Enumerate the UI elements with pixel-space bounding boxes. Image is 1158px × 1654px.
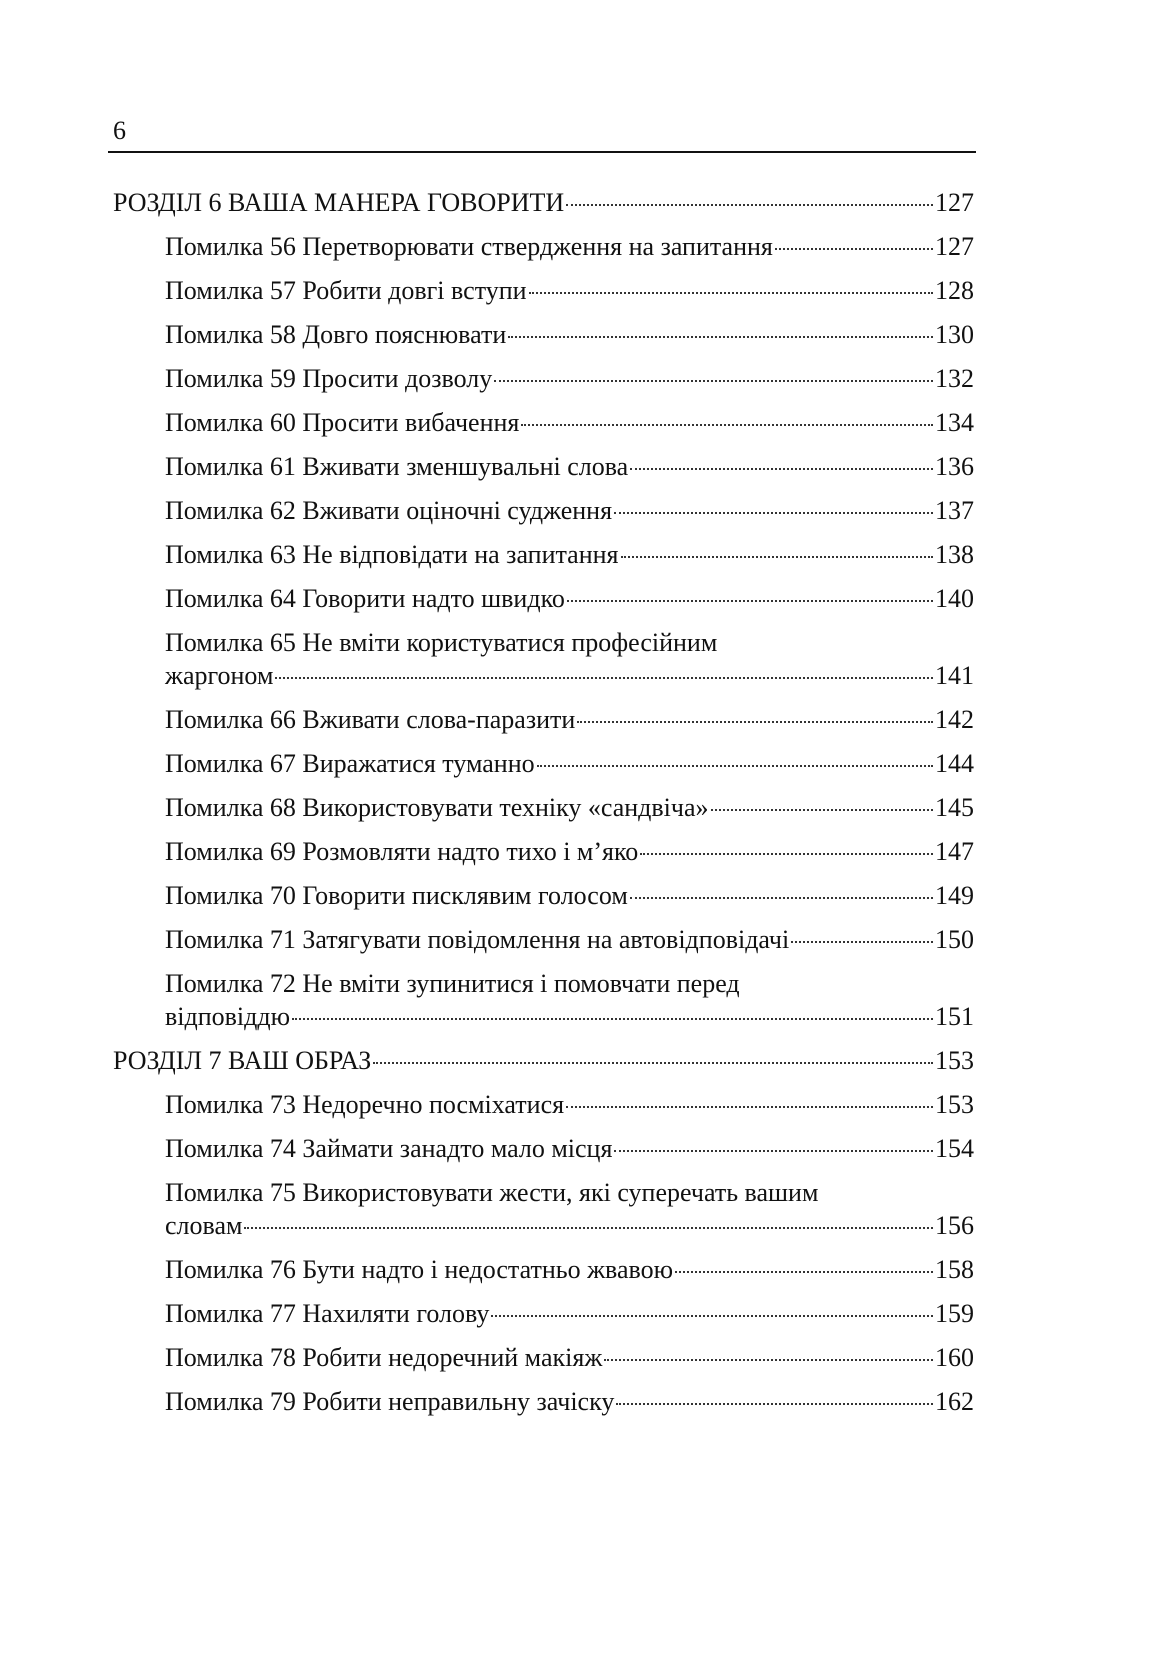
dot-leader <box>614 512 933 514</box>
entry-page: 159 <box>935 1299 974 1328</box>
entry-title: Помилка 67 Виражатися туманно <box>165 749 535 778</box>
dot-leader <box>616 1403 933 1405</box>
dot-leader <box>244 1227 933 1229</box>
entry-title: Помилка 74 Займати занадто мало місця <box>165 1134 613 1163</box>
entry-title-continued: словам <box>165 1211 243 1240</box>
dot-leader <box>604 1359 933 1361</box>
dot-leader <box>630 897 933 899</box>
entry-title: Помилка 58 Довго пояснювати <box>165 320 507 349</box>
entry-title: Помилка 64 Говорити надто швидко <box>165 584 565 613</box>
entry-title: РОЗДІЛ 6 ВАША МАНЕРА ГОВОРИТИ <box>113 188 565 217</box>
dot-leader <box>292 1018 933 1020</box>
toc-entry <box>113 1176 974 1242</box>
entry-title: Помилка 69 Розмовляти надто тихо і м’яко <box>165 837 639 866</box>
entry-page: 132 <box>935 364 974 393</box>
entry-page: 153 <box>935 1046 974 1075</box>
toc-entry <box>113 494 974 527</box>
entry-page: 145 <box>935 793 974 822</box>
entry-page: 127 <box>935 188 974 217</box>
dot-leader <box>494 380 933 382</box>
entry-title: Помилка 65 Не вміти користуватися професійним <box>165 628 718 657</box>
entry-page: 162 <box>935 1387 974 1416</box>
dot-leader <box>508 336 933 338</box>
entry-page: 134 <box>935 408 974 437</box>
entry-title: Помилка 60 Просити вибачення <box>165 408 520 437</box>
toc-entry <box>113 1253 974 1286</box>
entry-title: Помилка 75 Використовувати жести, які суперечать вашим <box>165 1178 819 1207</box>
entry-title: РОЗДІЛ 7 ВАШ ОБРАЗ <box>113 1046 372 1075</box>
entry-page: 160 <box>935 1343 974 1372</box>
dot-leader <box>630 468 933 470</box>
entry-page: 158 <box>935 1255 974 1284</box>
toc-entry <box>113 835 974 868</box>
entry-page: 151 <box>935 1002 974 1031</box>
table-of-contents <box>113 186 974 1429</box>
entry-page: 130 <box>935 320 974 349</box>
toc-entry <box>113 1088 974 1121</box>
dot-leader <box>373 1062 933 1064</box>
dot-leader <box>614 1150 933 1152</box>
entry-page: 127 <box>935 232 974 261</box>
entry-title: Помилка 77 Нахиляти голову <box>165 1299 490 1328</box>
toc-entry <box>113 230 974 263</box>
entry-title-continued: жаргоном <box>165 661 274 690</box>
entry-title-continued: відповіддю <box>165 1002 291 1031</box>
toc-entry <box>113 1297 974 1330</box>
entry-title: Помилка 79 Робити неправильну зачіску <box>165 1387 615 1416</box>
entry-title: Помилка 73 Недоречно посміхатися <box>165 1090 565 1119</box>
dot-leader <box>621 556 934 558</box>
toc-entry <box>113 626 974 692</box>
entry-page: 153 <box>935 1090 974 1119</box>
toc-entry <box>113 923 974 956</box>
dot-leader <box>537 765 933 767</box>
dot-leader <box>529 292 933 294</box>
header-rule <box>108 151 976 153</box>
toc-entry <box>113 1385 974 1418</box>
toc-entry <box>113 967 974 1033</box>
entry-page: 156 <box>935 1211 974 1240</box>
toc-chapter <box>113 186 974 219</box>
dot-leader <box>521 424 933 426</box>
toc-entry <box>113 703 974 736</box>
entry-page: 137 <box>935 496 974 525</box>
entry-title: Помилка 72 Не вміти зупинитися і помовчати перед <box>165 969 740 998</box>
entry-title: Помилка 63 Не відповідати на запитання <box>165 540 619 569</box>
entry-page: 141 <box>935 661 974 690</box>
toc-entry <box>113 879 974 912</box>
entry-title: Помилка 57 Робити довгі вступи <box>165 276 527 305</box>
dot-leader <box>566 1106 933 1108</box>
entry-title: Помилка 62 Вживати оціночні судження <box>165 496 613 525</box>
toc-chapter <box>113 1044 974 1077</box>
dot-leader <box>566 204 933 206</box>
dot-leader <box>775 248 933 250</box>
entry-page: 150 <box>935 925 974 954</box>
toc-entry <box>113 747 974 780</box>
entry-title: Помилка 59 Просити дозволу <box>165 364 493 393</box>
dot-leader <box>567 600 933 602</box>
entry-title: Помилка 66 Вживати слова-паразити <box>165 705 576 734</box>
entry-title: Помилка 76 Бути надто і недостатньо жвавою <box>165 1255 674 1284</box>
entry-page: 154 <box>935 1134 974 1163</box>
entry-title: Помилка 70 Говорити писклявим голосом <box>165 881 628 910</box>
dot-leader <box>791 941 933 943</box>
entry-title: Помилка 71 Затягувати повідомлення на автовідповідачі <box>165 925 790 954</box>
dot-leader <box>711 809 933 811</box>
toc-entry <box>113 582 974 615</box>
dot-leader <box>675 1271 933 1273</box>
entry-page: 144 <box>935 749 974 778</box>
toc-entry <box>113 318 974 351</box>
toc-entry <box>113 538 974 571</box>
entry-title: Помилка 61 Вживати зменшувальні слова <box>165 452 629 481</box>
entry-page: 140 <box>935 584 974 613</box>
toc-entry <box>113 1341 974 1374</box>
entry-title: Помилка 68 Використовувати техніку «сандвіча» <box>165 793 709 822</box>
toc-entry <box>113 406 974 439</box>
entry-title: Помилка 78 Робити недоречний макіяж <box>165 1343 603 1372</box>
dot-leader <box>577 721 933 723</box>
entry-page: 136 <box>935 452 974 481</box>
toc-entry <box>113 1132 974 1165</box>
toc-entry <box>113 791 974 824</box>
entry-page: 128 <box>935 276 974 305</box>
toc-entry <box>113 450 974 483</box>
entry-page: 142 <box>935 705 974 734</box>
toc-entry <box>113 362 974 395</box>
page-number: 6 <box>113 116 126 145</box>
entry-title: Помилка 56 Перетворювати ствердження на запитання <box>165 232 773 261</box>
dot-leader <box>275 677 933 679</box>
dot-leader <box>640 853 933 855</box>
dot-leader <box>491 1315 933 1317</box>
entry-page: 138 <box>935 540 974 569</box>
toc-entry <box>113 274 974 307</box>
entry-page: 147 <box>935 837 974 866</box>
entry-page: 149 <box>935 881 974 910</box>
